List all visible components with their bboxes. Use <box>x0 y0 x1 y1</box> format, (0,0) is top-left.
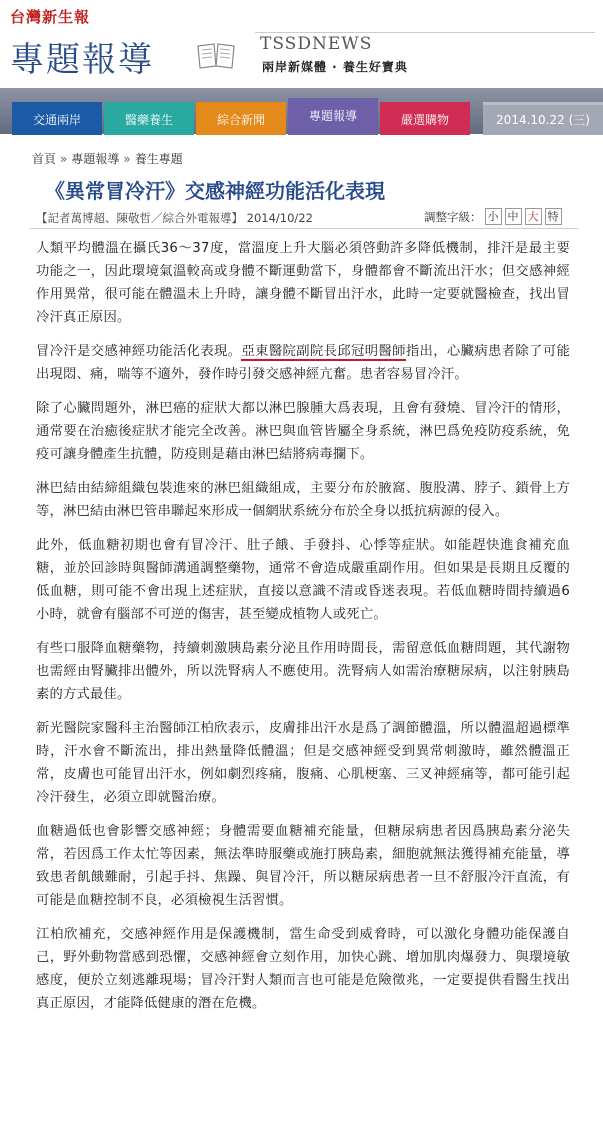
breadcrumb-separator: » <box>60 152 68 166</box>
tab-general-news[interactable]: 綜合新聞 <box>196 102 286 135</box>
highlighted-source: 亞東醫院副院長邱冠明醫師 <box>241 344 406 359</box>
paragraph <box>36 340 570 386</box>
tab-traffic[interactable]: 交通兩岸 <box>12 102 102 135</box>
paragraph: 新光醫院家醫科主治醫師江柏欣表示，皮膚排出汗水是爲了調節體溫，所以體溫超過標準時，汗水會不斷流出，排出熱量降低體溫；但是交感神經受到異常刺激時，雖然體溫正常，皮膚也可能冒出汗水，例如劇烈疼痛，腹痛、心肌梗塞、三叉神經痛等，都可能引起冷汗發生，必須立即就醫治療。 <box>36 721 570 805</box>
brand-tagline: 兩岸新媒體 · 養生好寶典 <box>262 60 408 74</box>
article-body <box>36 237 570 1026</box>
font-size-medium-button[interactable]: 中 <box>505 208 522 225</box>
tab-health[interactable]: 醫藥養生 <box>104 102 194 135</box>
paragraph: 人類平均體溫在攝氏36～37度，當溫度上升大腦必須啓動許多降低機制，排汗是最主要功能之一，因此環境氣溫較高或身體不斷運動當下，身體都會不斷流出汗水；但交感神經作用異常，很可能在體溫未上升時，讓身體不斷冒出汗水，此時一定要就醫檢查，找出冒冷汗真正原因。 <box>36 241 570 325</box>
paragraph-text: 冒冷汗是交感神經功能活化表現。 <box>36 344 242 359</box>
article-title: 《異常冒冷汗》交感神經功能活化表現 <box>45 179 385 203</box>
paragraph: 淋巴結由結締組織包裝進來的淋巴組織組成，主要分布於腋窩、腹股溝、脖子、鎖骨上方等，淋巴結由淋巴管串聯起來形成一個網狀系統分布於全身以抵抗病源的侵入。 <box>36 481 570 519</box>
title-divider <box>30 228 578 229</box>
section-logo[interactable]: 專題報導 <box>10 40 154 80</box>
newspaper-logo[interactable]: 台灣新生報 <box>10 8 91 26</box>
font-size-control <box>424 208 562 225</box>
paragraph: 除了心臟問題外，淋巴癌的症狀大都以淋巴腺腫大爲表現，且會有發燒、冒冷汗的情形，通常要在治癒後症狀才能完全改善。淋巴與血管皆屬全身系統，淋巴爲免疫防疫系統，免疫可讓身體產生抗體，防疫則是藉由淋巴結將病毒攔下。 <box>36 401 570 462</box>
breadcrumb <box>32 150 183 167</box>
paragraph: 江柏欣補充，交感神經作用是保護機制，當生命受到威脅時，可以激化身體功能保護自己，野外動物當感到恐懼，交感神經會立刻作用，加快心跳、增加肌肉爆發力、與環境敏感度，便於立刻逃離現場；冒冷汗對人類而言也可能是危險徵兆，一定要提供看醫生找出真正原因，才能降低健康的潛在危機。 <box>36 927 570 1011</box>
article-byline: 【記者萬博超、陳敬哲／綜合外電報導】 2014/10/22 <box>36 211 313 225</box>
paragraph: 有些口服降血糖藥物，持續刺激胰島素分泌且作用時間長，需留意低血糖問題，其代謝物也需經由腎臟排出體外，所以洗腎病人不應使用。洗腎病人如需治療糖尿病，以注射胰島素的方式最佳。 <box>36 641 570 702</box>
breadcrumb-separator: » <box>123 152 131 166</box>
current-date: 2014.10.22 (三) <box>483 102 603 135</box>
tab-shopping[interactable]: 嚴選購物 <box>380 102 470 135</box>
paragraph: 此外，低血糖初期也會有冒冷汗、肚子餓、手發抖、心悸等症狀。如能趕快進食補充血糖，並於回診時與醫師溝通調整藥物，通常不會造成嚴重副作用。但如果是長期且反覆的低血糖，則可能不會出現上述症狀，直接以意識不清或昏迷表現。若低血糖時間持續過6小時，就會有腦部不可逆的傷害，甚至變成植物人或死亡。 <box>36 538 570 622</box>
font-size-large-button[interactable]: 大 <box>525 208 542 225</box>
paragraph-text: 指出，心臟病患者除了可能出現悶、痛，喘等不適外，發作時引發交感神經亢奮。患者容易冒冷汗。 <box>36 344 571 382</box>
tab-special-report[interactable]: 專題報導 <box>288 98 378 135</box>
header-rule <box>255 32 595 33</box>
breadcrumb-home[interactable]: 首頁 <box>32 152 57 166</box>
paragraph: 血糖過低也會影響交感神經；身體需要血糖補充能量，但糖尿病患者因爲胰島素分泌失常，若因爲工作太忙等因素，無法準時服藥或施打胰島素，細胞就無法獲得補充能量，導致患者飢餓難耐，引起手抖、焦躁、與冒冷汗，所以糖尿病患者一旦不舒服冷汗直流，有可能是血糖控制不良，必須檢視生活習慣。 <box>36 824 570 908</box>
font-size-label: 調整字級： <box>424 209 482 224</box>
breadcrumb-health[interactable]: 養生專題 <box>134 152 183 166</box>
main-nav <box>0 88 603 134</box>
masthead <box>0 0 603 88</box>
font-size-small-button[interactable]: 小 <box>485 208 502 225</box>
book-icon <box>196 40 236 70</box>
font-size-xlarge-button[interactable]: 特 <box>545 208 562 225</box>
breadcrumb-special[interactable]: 專題報導 <box>71 152 120 166</box>
brand-name: TSSDNEWS <box>260 34 373 54</box>
